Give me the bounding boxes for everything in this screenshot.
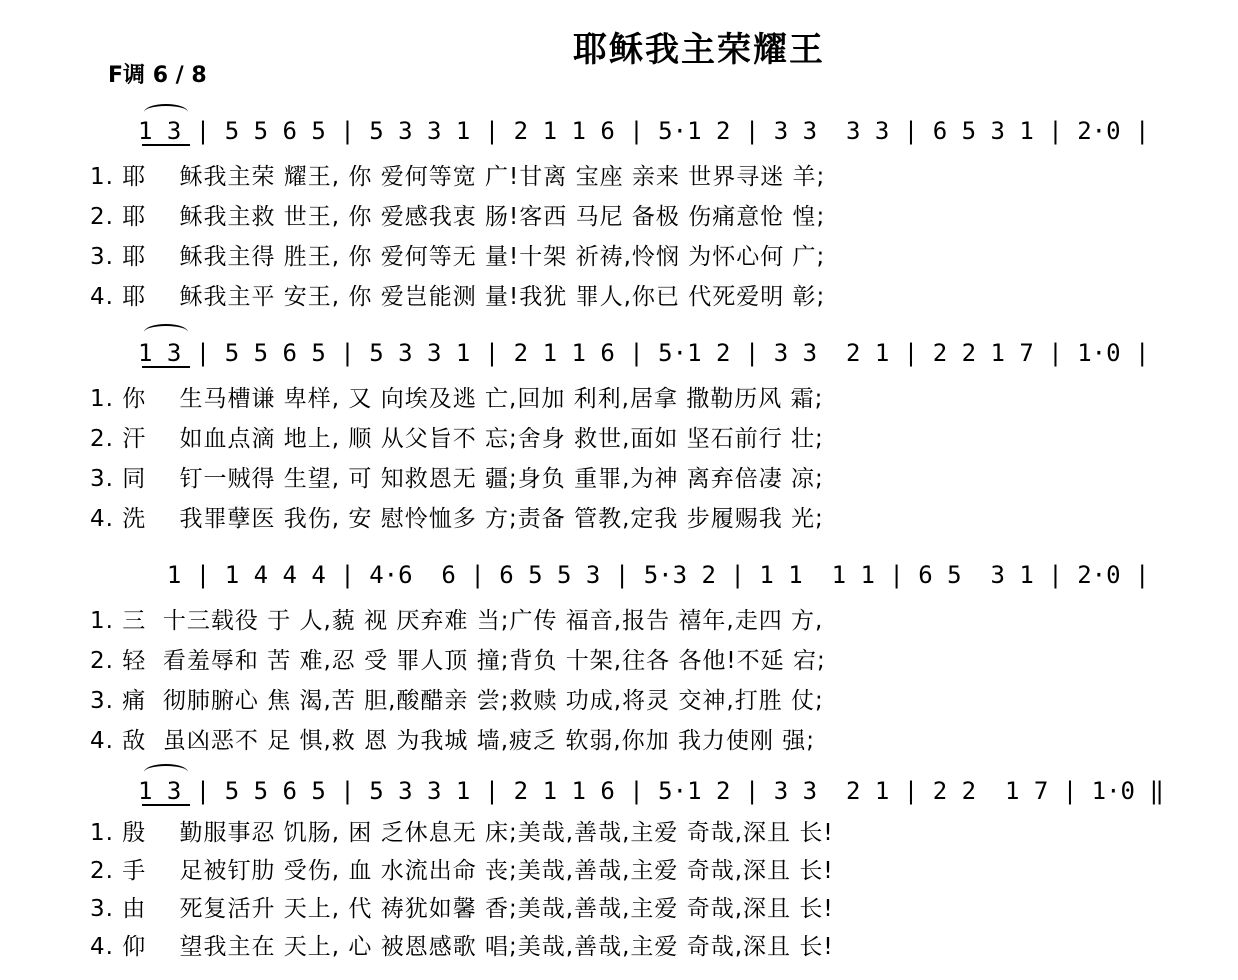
- lyric-verse-3: 3. 由 死复活升 天上, 代 祷犹如馨 香;美哉,善哉,主爱 奇哉,深且 长!: [90, 896, 834, 922]
- notation-line: 1 3 | 5 5 6 5 | 5 3 3 1 | 2 1 1 6 | 5·1 2 | 3 3 3 3 | 6 5 3 1 | 2·0 |: [138, 117, 1150, 145]
- lyric-verse-1: 1. 你 生马槽谦 卑样, 又 向埃及逃 亡,回加 利利,居拿 撒勒历风 霜;: [90, 386, 824, 412]
- lyric-verse-3: 3. 同 钉一贼得 生望, 可 知救恩无 疆;身负 重罪,为神 离弃倍凄 凉;: [90, 466, 824, 492]
- lyric-verse-3: 3. 耶 稣我主得 胜王, 你 爱何等无 量!十架 祈祷,怜悯 为怀心何 广;: [90, 244, 826, 270]
- lyric-verse-1: 1. 三 十三载役 于 人,藐 视 厌弃难 当;广传 福音,报告 禧年,走四 方,: [90, 608, 824, 634]
- notation-line: 1 3 | 5 5 6 5 | 5 3 3 1 | 2 1 1 6 | 5·1 2 | 3 3 2 1 | 2 2 1 7 | 1·0 ‖: [138, 777, 1164, 805]
- notation-line: 1 | 1 4 4 4 | 4·6 6 | 6 5 5 3 | 5·3 2 | 1 1 1 1 | 6 5 3 1 | 2·0 |: [138, 561, 1150, 589]
- lyric-verse-2: 2. 汗 如血点滴 地上, 顺 从父旨不 忘;舍身 救世,面如 坚石前行 壮;: [90, 426, 824, 452]
- lyric-verse-3: 3. 痛 彻肺腑心 焦 渴,苦 胆,酸醋亲 尝;救赎 功成,将灵 交神,打胜 仗;: [90, 688, 824, 714]
- lyric-verse-1: 1. 殷 勤服事忍 饥肠, 困 乏休息无 床;美哉,善哉,主爱 奇哉,深且 长!: [90, 820, 834, 846]
- underline-mark: [142, 366, 190, 368]
- lyric-verse-4: 4. 洗 我罪孽医 我伤, 安 慰怜恤多 方;责备 管教,定我 步履赐我 光;: [90, 506, 824, 532]
- notation-line: 1 3 | 5 5 6 5 | 5 3 3 1 | 2 1 1 6 | 5·1 2 | 3 3 2 1 | 2 2 1 7 | 1·0 |: [138, 339, 1150, 367]
- lyric-verse-2: 2. 耶 稣我主救 世王, 你 爱感我衷 肠!客西 马尼 备极 伤痛意怆 惶;: [90, 204, 826, 230]
- lyric-verse-2: 2. 轻 看羞辱和 苦 难,忍 受 罪人顶 撞;背负 十架,往各 各他!不延 宕;: [90, 648, 826, 674]
- lyric-verse-4: 4. 敌 虽凶恶不 足 惧,救 恩 为我城 墙,疲乏 软弱,你加 我力使刚 强;: [90, 728, 816, 754]
- underline-mark: [142, 144, 190, 146]
- song-title: 耶稣我主荣耀王: [573, 30, 825, 70]
- underline-mark: [142, 804, 190, 806]
- key-signature: F调 6 / 8: [108, 63, 207, 88]
- lyric-verse-4: 4. 耶 稣我主平 安王, 你 爱岂能测 量!我犹 罪人,你已 代死爱明 彰;: [90, 284, 826, 310]
- lyric-verse-4: 4. 仰 望我主在 天上, 心 被恩感歌 唱;美哉,善哉,主爱 奇哉,深且 长!: [90, 934, 834, 960]
- lyric-verse-2: 2. 手 足被钉肋 受伤, 血 水流出命 丧;美哉,善哉,主爱 奇哉,深且 长!: [90, 858, 834, 884]
- lyric-verse-1: 1. 耶 稣我主荣 耀王, 你 爱何等宽 广!甘离 宝座 亲来 世界寻迷 羊;: [90, 164, 826, 190]
